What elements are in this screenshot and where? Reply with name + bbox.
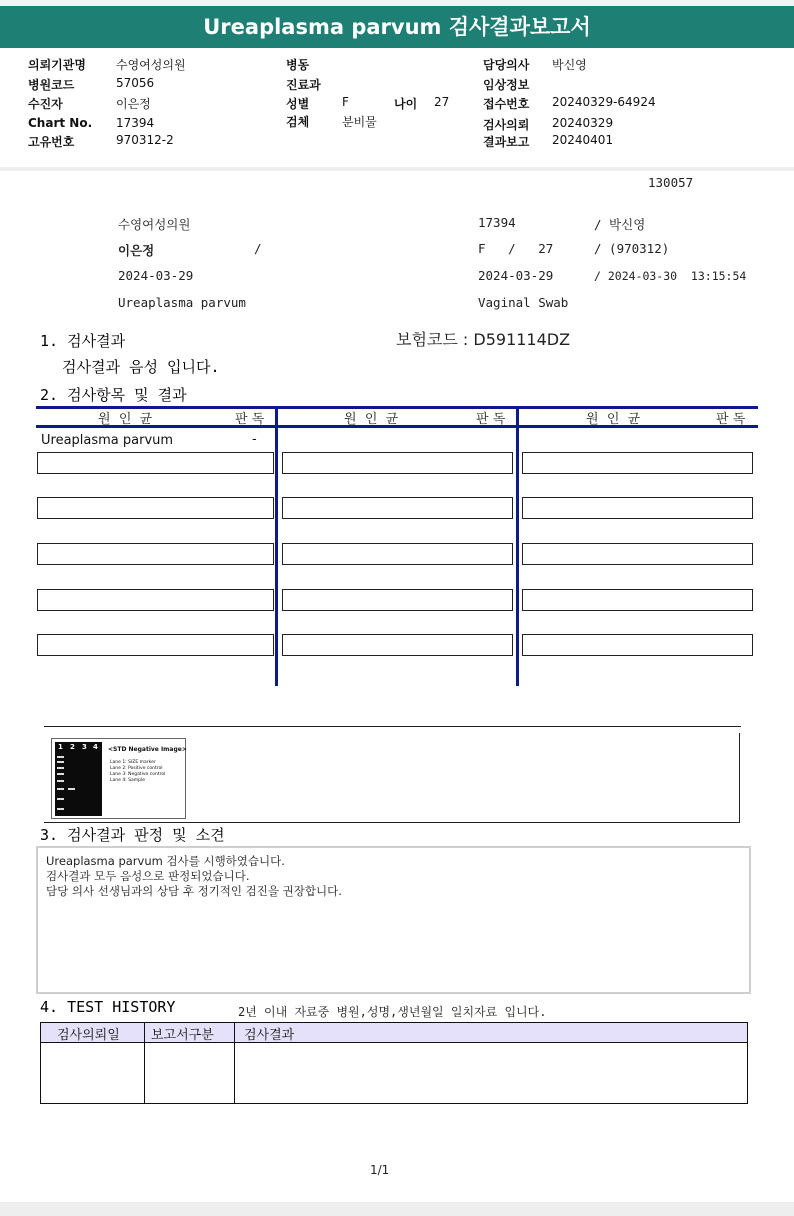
table-divider-1	[275, 406, 278, 686]
info-patient-slash: /	[254, 241, 262, 256]
bottom-strip	[0, 1202, 794, 1216]
section4-title: 4. TEST HISTORY	[40, 998, 176, 1016]
col-header-judge-3: 판 독	[716, 412, 746, 427]
result-entry-box	[282, 589, 513, 611]
gel-legend-line-4: Lane 4: Sample	[110, 778, 145, 783]
info-specimen: Vaginal Swab	[478, 295, 569, 310]
header-value-unique-no: 970312-2	[116, 133, 174, 147]
header-value-report-date: 20240401	[552, 133, 614, 147]
header-label-request-date: 검사의뢰	[483, 118, 530, 132]
header-label-sex: 성별	[286, 97, 310, 111]
history-header-row	[40, 1022, 748, 1043]
result-entry-box	[282, 543, 513, 565]
opinion-line-3: 담당 의사 선생님과의 상담 후 정기적인 검진을 권장합니다.	[46, 884, 342, 898]
gel-legend-line-2: Lane 2: Positive control	[110, 766, 163, 771]
header-value-chart-no: 17394	[116, 116, 155, 130]
info-chart-no: 17394	[478, 215, 516, 230]
gel-band	[57, 780, 64, 782]
result-entry-box	[37, 634, 274, 656]
col-header-judge-1: 판 독	[235, 412, 265, 427]
gel-lane-label-4: 4	[93, 743, 98, 751]
gel-band-positive	[68, 788, 75, 790]
header-label-ward: 병동	[286, 58, 310, 72]
info-sex-age: F / 27	[478, 241, 554, 256]
header-label-patient: 수진자	[28, 97, 63, 111]
header-label-unique-no: 고유번호	[28, 135, 75, 149]
header-value-patient: 이은정	[116, 97, 151, 111]
section1-result-text: 검사결과 음성 입니다.	[62, 358, 220, 376]
info-patient-name: 이은정	[118, 243, 155, 258]
header-value-hospital: 수영여성의원	[116, 58, 186, 72]
gel-band	[57, 798, 64, 800]
header-label-doctor: 담당의사	[483, 58, 530, 72]
gel-lane-label-2: 2	[70, 743, 75, 751]
info-hospital: 수영여성의원	[118, 217, 191, 232]
history-divider-1	[144, 1022, 145, 1104]
result-entry-box	[282, 497, 513, 519]
header-value-receipt-no: 20240329-64924	[552, 95, 656, 109]
header-label-hospital-code: 병원코드	[28, 78, 75, 92]
info-birth: / (970312)	[594, 241, 670, 256]
header-value-doctor: 박신영	[552, 58, 587, 72]
header-value-request-date: 20240329	[552, 116, 614, 130]
result-entry-box	[37, 543, 274, 565]
opinion-box	[36, 846, 751, 994]
gel-band	[57, 761, 64, 763]
section3-title: 3. 검사결과 판정 및 소견	[40, 826, 225, 844]
header-label-hospital: 의뢰기관명	[28, 58, 86, 72]
gel-legend-line-1: Lane 1: SIZE marker	[110, 760, 156, 765]
history-divider-2	[234, 1022, 235, 1104]
header-label-age: 나이	[394, 97, 418, 111]
result-entry-box	[522, 497, 753, 519]
result-entry-box	[282, 634, 513, 656]
section2-title: 2. 검사항목 및 결과	[40, 386, 187, 404]
info-doctor: / 박신영	[594, 217, 646, 232]
header-label-dept: 진료과	[286, 78, 321, 92]
gel-legend-title: <STD Negative Image>	[108, 746, 187, 753]
gel-image	[55, 742, 102, 816]
page-number: 1/1	[370, 1163, 390, 1177]
report-title: Ureaplasma parvum 검사결과보고서	[0, 6, 794, 48]
section1-title: 1. 검사결과	[40, 332, 126, 350]
result-entry-box	[522, 634, 753, 656]
result-judgement: -	[252, 432, 257, 447]
history-col-result: 검사결과	[244, 1028, 295, 1043]
gel-band	[57, 756, 64, 758]
insurance-code: 보험코드 : D591114DZ	[396, 330, 571, 349]
info-test-name: Ureaplasma parvum	[118, 295, 246, 310]
header-label-receipt-no: 접수번호	[483, 97, 530, 111]
history-col-report-type: 보고서구분	[151, 1028, 214, 1043]
result-organism-name: Ureaplasma parvum	[41, 433, 174, 448]
result-entry-box	[37, 589, 274, 611]
history-col-request-date: 검사의뢰일	[57, 1028, 120, 1043]
result-entry-box	[282, 452, 513, 474]
gel-lane-label-1: 1	[58, 743, 63, 751]
result-entry-box	[522, 543, 753, 565]
info-receipt-date: 2024-03-29	[478, 268, 554, 283]
history-header-rule	[40, 1042, 748, 1043]
header-label-chart-no: Chart No.	[28, 116, 93, 130]
opinion-line-2: 검사결과 모두 음성으로 판정되었습니다.	[46, 869, 250, 883]
result-entry-box	[522, 589, 753, 611]
result-entry-box	[37, 497, 274, 519]
image-top-rule	[44, 726, 741, 727]
gel-band	[57, 767, 64, 769]
col-header-judge-2: 판 독	[476, 412, 506, 427]
opinion-line-1: Ureaplasma parvum 검사를 시행하였습니다.	[46, 854, 285, 868]
history-body	[40, 1043, 748, 1104]
document-number: 130057	[648, 175, 694, 190]
header-label-specimen: 검체	[286, 115, 310, 129]
info-report-datetime: / 2024-03-30 13:15:54	[594, 269, 747, 283]
header-separator	[0, 167, 794, 171]
gel-lane-label-3: 3	[82, 743, 87, 751]
gel-legend-line-3: Lane 3: Negative control	[110, 772, 166, 777]
header-value-specimen: 분비물	[342, 115, 377, 129]
gel-band	[57, 773, 64, 775]
header-value-sex: F	[342, 95, 349, 109]
header-value-age: 27	[434, 95, 450, 109]
gel-band	[57, 788, 64, 790]
result-entry-box	[37, 452, 274, 474]
section4-note: 2년 이내 자료중 병원,성명,생년월일 일치자료 입니다.	[238, 1005, 547, 1019]
header-value-hospital-code: 57056	[116, 76, 155, 90]
header-label-clinical-info: 임상정보	[483, 78, 530, 92]
table-divider-2	[516, 406, 519, 686]
col-header-organism-1: 원 인 균	[98, 412, 153, 427]
col-header-organism-2: 원 인 균	[344, 412, 399, 427]
info-request-date: 2024-03-29	[118, 268, 194, 283]
result-entry-box	[522, 452, 753, 474]
header-label-report-date: 결과보고	[483, 135, 530, 149]
gel-band	[57, 808, 64, 810]
col-header-organism-3: 원 인 균	[586, 412, 641, 427]
